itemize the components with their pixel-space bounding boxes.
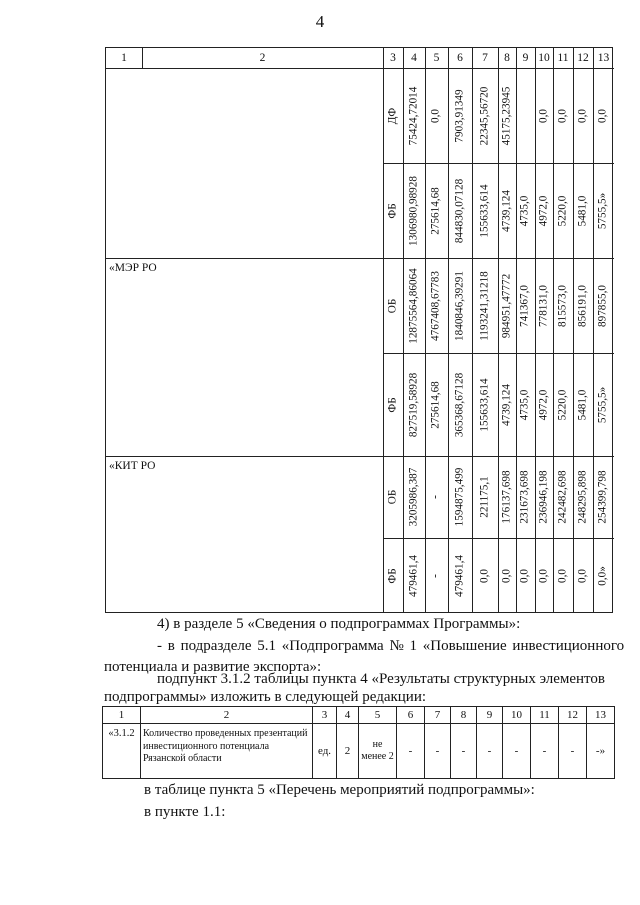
value-cell: 844830,07128: [453, 178, 466, 243]
grid-line: [448, 48, 449, 612]
value-cell: 0,0: [596, 108, 609, 123]
value-cell: 778131,0: [537, 284, 550, 327]
value-cell: 7903,91349: [453, 88, 466, 143]
value-cell: 0,0: [537, 569, 550, 583]
paragraph: потенциала и развитие экспорта»:: [104, 659, 322, 675]
grid-line: [593, 48, 594, 612]
value-cell: 231673,698: [518, 470, 531, 524]
value-cell: 0,0: [429, 108, 442, 123]
paragraph: в пункте 1.1:: [144, 804, 226, 820]
value-cell: 815573,0: [556, 284, 569, 327]
cell: не менее 2: [359, 724, 397, 779]
header-cell: 7: [425, 707, 451, 724]
cell: -: [477, 724, 503, 779]
value-cell: 248295,898: [576, 470, 589, 524]
header-cell: 6: [397, 707, 425, 724]
header-cell: 5: [433, 52, 440, 64]
header-cell: 4: [411, 52, 417, 64]
row-unit: ед.: [313, 724, 337, 779]
header-cell: 13: [597, 52, 610, 64]
column-header: ОБ: [386, 489, 399, 505]
table-header-row: [103, 707, 615, 724]
cell: -»: [587, 724, 615, 779]
value-cell: 275614,68: [429, 380, 442, 429]
header-cell: 10: [503, 707, 531, 724]
value-cell: 0,0: [537, 108, 550, 123]
header-cell: 1: [103, 707, 141, 724]
value-cell: 5481,0: [576, 195, 589, 226]
grid-line: [498, 48, 499, 612]
value-cell: 155633,614: [478, 183, 491, 238]
header-cell: 5: [359, 707, 397, 724]
header-cell: 8: [451, 707, 477, 724]
value-cell: 155633,614: [478, 377, 491, 432]
value-cell: 365368,67128: [453, 372, 466, 437]
value-cell: 236946,198: [537, 470, 550, 524]
value-cell: 479461,4: [407, 555, 420, 597]
paragraph: подпрограммы» изложить в следующей редакции:: [104, 689, 427, 705]
value-cell: 4972,0: [537, 389, 550, 420]
page-number: 4: [315, 12, 325, 31]
grid-line: [383, 538, 614, 539]
grid-line: [383, 48, 384, 612]
table-row: [103, 724, 615, 779]
header-cell: 4: [337, 707, 359, 724]
value-cell: 45175,23945: [500, 86, 513, 145]
value-cell: 0,0: [556, 108, 569, 123]
cell: -: [451, 724, 477, 779]
cell: -: [425, 724, 451, 779]
grid-line: [403, 48, 404, 612]
value-cell: 4735,0: [518, 195, 531, 226]
grid-line: [106, 258, 614, 259]
value-cell: 3205986,387: [407, 467, 420, 527]
header-cell: 3: [313, 707, 337, 724]
header-cell: 2: [141, 707, 313, 724]
grid-line: [106, 456, 614, 457]
value-cell: 741367,0: [518, 284, 531, 327]
header-cell: 2: [259, 52, 266, 64]
value-cell: 176137,698: [500, 470, 513, 524]
cell: -: [397, 724, 425, 779]
value-cell: 0,0: [518, 569, 531, 583]
value-cell: 4739,124: [500, 189, 513, 232]
header-cell: 12: [559, 707, 587, 724]
paragraph: - в подразделе 5.1 «Подпрограмма № 1 «Повышение инвестиционного: [157, 638, 625, 654]
header-cell: 11: [557, 52, 569, 64]
grid-line: [106, 68, 614, 69]
paragraph: 4) в разделе 5 «Сведения о подпрограммах Программы»:: [157, 616, 521, 632]
paragraph: подпункт 3.1.2 таблицы пункта 4 «Результаты структурных элементов: [157, 671, 606, 687]
header-cell: 8: [504, 52, 510, 64]
header-cell: 3: [390, 52, 396, 64]
value-cell: 0,0»: [596, 566, 609, 586]
grid-line: [535, 48, 536, 612]
header-cell: 13: [587, 707, 615, 724]
header-cell: 7: [482, 52, 488, 64]
value-cell: 221175,1: [478, 476, 491, 518]
value-cell: -: [429, 574, 442, 578]
value-cell: 0,0: [576, 108, 589, 123]
value-cell: 275614,68: [429, 186, 442, 235]
value-cell: 75424,72014: [407, 86, 420, 145]
grid-line: [472, 48, 473, 612]
value-cell: 5220,0: [556, 195, 569, 226]
value-cell: 1306980,98928: [407, 175, 420, 246]
value-cell: 0,0: [556, 569, 569, 583]
row-name: Количество проведенных презентаций инвестиционного потенциала Рязанской области: [141, 724, 313, 779]
value-cell: 0,0: [500, 569, 513, 583]
value-cell: 12875564,86064: [407, 267, 420, 344]
value-cell: 4972,0: [537, 195, 550, 226]
value-cell: 5755,5»: [596, 386, 609, 423]
grid-line: [383, 353, 614, 354]
value-cell: 5220,0: [556, 389, 569, 420]
cell: -: [531, 724, 559, 779]
header-cell: 9: [522, 52, 529, 64]
rotated-finance-table: [105, 47, 613, 613]
column-header: ФБ: [386, 202, 399, 219]
value-cell: 827519,58928: [407, 372, 420, 437]
paragraph: в таблице пункта 5 «Перечень мероприятий подпрограммы»:: [144, 782, 535, 798]
header-cell: 6: [457, 52, 463, 64]
block-label-mer: «МЭР РО: [109, 262, 157, 274]
cell: -: [503, 724, 531, 779]
value-cell: 4735,0: [518, 389, 531, 420]
grid-line: [383, 163, 614, 164]
value-cell: -: [429, 495, 442, 499]
header-cell: 12: [577, 52, 589, 64]
header-cell: 9: [477, 707, 503, 724]
value-cell: 5755,5»: [596, 192, 609, 229]
value-cell: 897855,0: [596, 284, 609, 327]
block-label-kit: «КИТ РО: [109, 460, 156, 472]
value-cell: 1594875,499: [453, 467, 466, 527]
header-cell: 10: [538, 52, 550, 64]
header-cell: 1: [121, 52, 127, 64]
results-table: [102, 706, 615, 779]
row-code: «3.1.2: [103, 724, 141, 779]
value-cell: 1840846,39291: [453, 270, 466, 341]
value-cell: 0,0: [478, 569, 491, 583]
value-cell: 4739,124: [500, 383, 513, 426]
column-header: ОБ: [386, 298, 399, 313]
header-cell: 11: [531, 707, 559, 724]
value-cell: 479461,4: [453, 555, 466, 597]
value-cell: 5481,0: [576, 389, 589, 420]
value-cell: 0,0: [576, 569, 589, 583]
grid-line: [553, 48, 554, 612]
value-cell: 242482,698: [556, 470, 569, 524]
value-cell: 22345,56720: [478, 86, 491, 145]
grid-line: [516, 48, 517, 612]
column-header: ДФ: [386, 107, 399, 124]
value-cell: 856191,0: [576, 284, 589, 327]
value-cell: 1193241,31218: [478, 270, 491, 341]
column-header: ФБ: [386, 396, 399, 413]
cell: -: [559, 724, 587, 779]
value-cell: 4767408,67783: [429, 270, 442, 341]
value-cell: 254399,798: [596, 470, 609, 524]
grid-line: [425, 48, 426, 612]
grid-line: [573, 48, 574, 612]
cell: 2: [337, 724, 359, 779]
value-cell: 984951,47772: [500, 273, 513, 338]
column-header: ФБ: [386, 568, 399, 584]
